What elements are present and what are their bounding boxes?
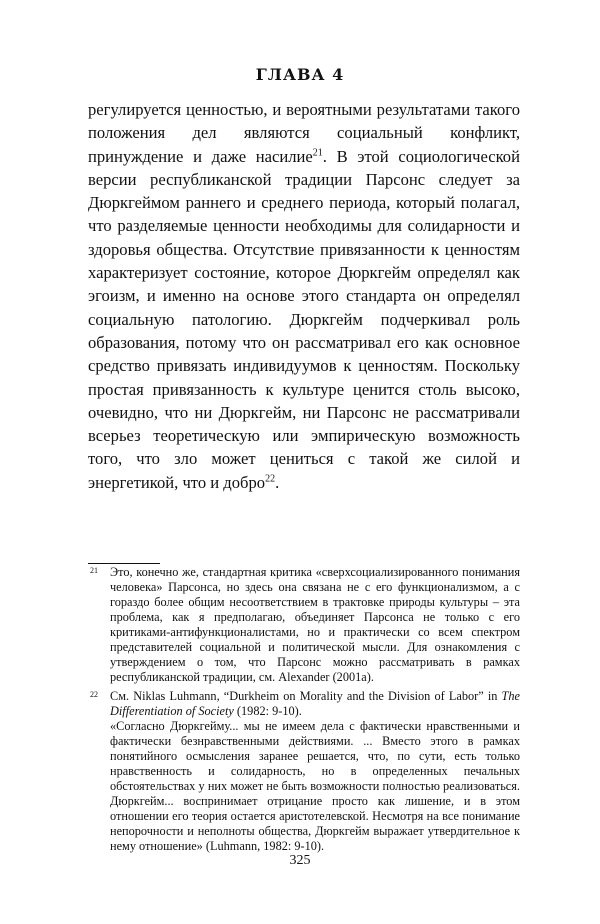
footnote-marker: 22: [90, 690, 98, 699]
paragraph-text-2: . В этой социологической версии республиканской традиции Парсонс следует за Дюркгеймом раннего и среднего периода, который полагал, что разделяемые ценности необходимы для солидарности и здоровья общества. Отсутствие привязанности к ценностям характеризует состояние, которое Дюркгейм определял как эгоизм, и именно на основе этого стандарта он определял социальную патологию. Дюркгейм подчеркивал роль образования, потому что он рассматривал его как основное средство привязать индивидуумов к ценностям. Поскольку простая привязанность к культуре ценится столь высоко, очевидно, что ни Дюркгейм, ни Парсонс не рассматривали всерьез теоретическую или эмпирическую возможность того, что зло может цениться с такой же силой и энергетикой, что и добро: [88, 146, 520, 492]
footnote-quote: «Согласно Дюркгейму... мы не имеем дела с фактически нравственными и фактически безнравственными действиями. ... Вместо этого в рамках понятийного осмысления заранее решается, что, по сути, есть только нравственность и солидарность, но в определенных печальных обстоятельствах у них может не быть возможности полностью реализоваться. Дюркгейм... воспринимает отрицание просто как лишение, и в этом отношении его теория остается аристотелевской. Несмотря на все понимание непорочности и неполноты общества, Дюркгейм выражает утвердительное к нему отношение» (Luhmann, 1982: 9-10).: [110, 719, 520, 853]
footnote-text: Это, конечно же, стандартная критика «сверхсоциализированного понимания человека» Парсонса, но здесь она связана не с его функционализмом, а с гораздо более общим несоответствием в трактовке природы культуры – эта проблема, как я предполагаю, объединяет Парсонса не только с его критиками-антифункционалистами, но и практически со всем спектром представителей социальной и политической мысли. Для ознакомления с утверждением о том, что Парсонс можно рассматривать в рамках республиканской традиции, см. Alexander (2001a).: [110, 565, 520, 684]
citation-prefix: См. Niklas Luhmann, “Durkheim on Morality and the Division of Labor” in: [110, 689, 502, 703]
footnote-marker: 21: [90, 566, 98, 575]
footnote-divider: [88, 563, 160, 564]
citation-title: The Differentiation of Society: [110, 689, 520, 718]
footnote-ref-21[interactable]: 21: [312, 147, 323, 159]
running-header: ГЛАВА 4: [255, 65, 345, 84]
main-text: [88, 98, 520, 494]
citation-suffix: (1982: 9-10).: [233, 704, 302, 718]
main-paragraph: [88, 98, 520, 494]
footnotes: [88, 565, 520, 858]
footnote-citation: [110, 689, 520, 719]
footnote-21: [88, 565, 520, 685]
paragraph-text-3: .: [275, 472, 280, 492]
footnote-22: [88, 689, 520, 854]
footnote-ref-22[interactable]: 22: [265, 473, 276, 485]
paragraph-text-1: регулируется ценностью, и вероятными результатами такого положения дел являются социальный конфликт, принуждение и даже насилие: [88, 100, 520, 166]
page-number: 325: [289, 853, 311, 868]
